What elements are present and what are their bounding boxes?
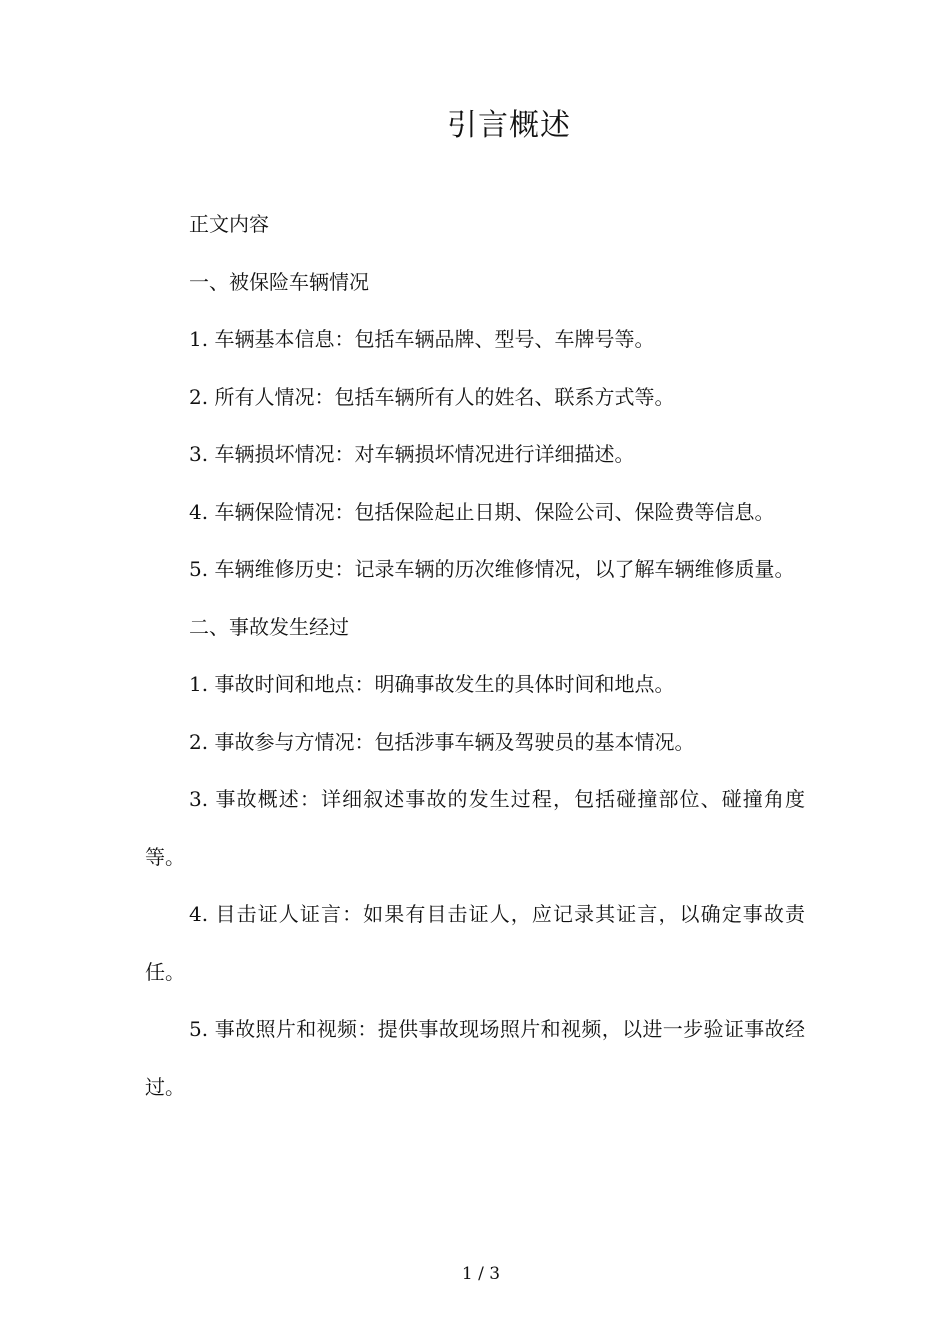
paragraph-witness-statement: 4. 目击证人证言：如果有目击证人，应记录其证言，以确定事故责任。 [145,902,805,984]
paragraph-vehicle-basic-info: 1. 车辆基本信息：包括车辆品牌、型号、车牌号等。 [189,327,655,351]
paragraph-body-label: 正文内容 [189,212,269,236]
paragraph-accident-summary: 3. 事故概述：详细叙述事故的发生过程，包括碰撞部位、碰撞角度等。 [145,787,805,869]
paragraph-accident-time-place: 1. 事故时间和地点：明确事故发生的具体时间和地点。 [189,672,675,696]
paragraph-accident-media: 5. 事故照片和视频：提供事故现场照片和视频，以进一步验证事故经过。 [145,1017,805,1099]
paragraph-damage-info: 3. 车辆损坏情况：对车辆损坏情况进行详细描述。 [189,442,635,466]
section-heading-vehicle: 一、被保险车辆情况 [189,269,369,294]
page-number: 1 / 3 [461,1264,501,1284]
paragraph-insurance-info: 4. 车辆保险情况：包括保险起止日期、保险公司、保险费等信息。 [189,499,775,524]
paragraph-owner-info: 2. 所有人情况：包括车辆所有人的姓名、联系方式等。 [189,384,675,409]
document-body [145,196,805,1116]
document-title: 引言概述 [447,108,571,143]
paragraph-accident-parties: 2. 事故参与方情况：包括涉事车辆及驾驶员的基本情况。 [189,729,695,754]
section-heading-accident: 二、事故发生经过 [189,614,349,639]
paragraph-repair-history: 5. 车辆维修历史：记录车辆的历次维修情况，以了解车辆维修质量。 [189,557,795,581]
